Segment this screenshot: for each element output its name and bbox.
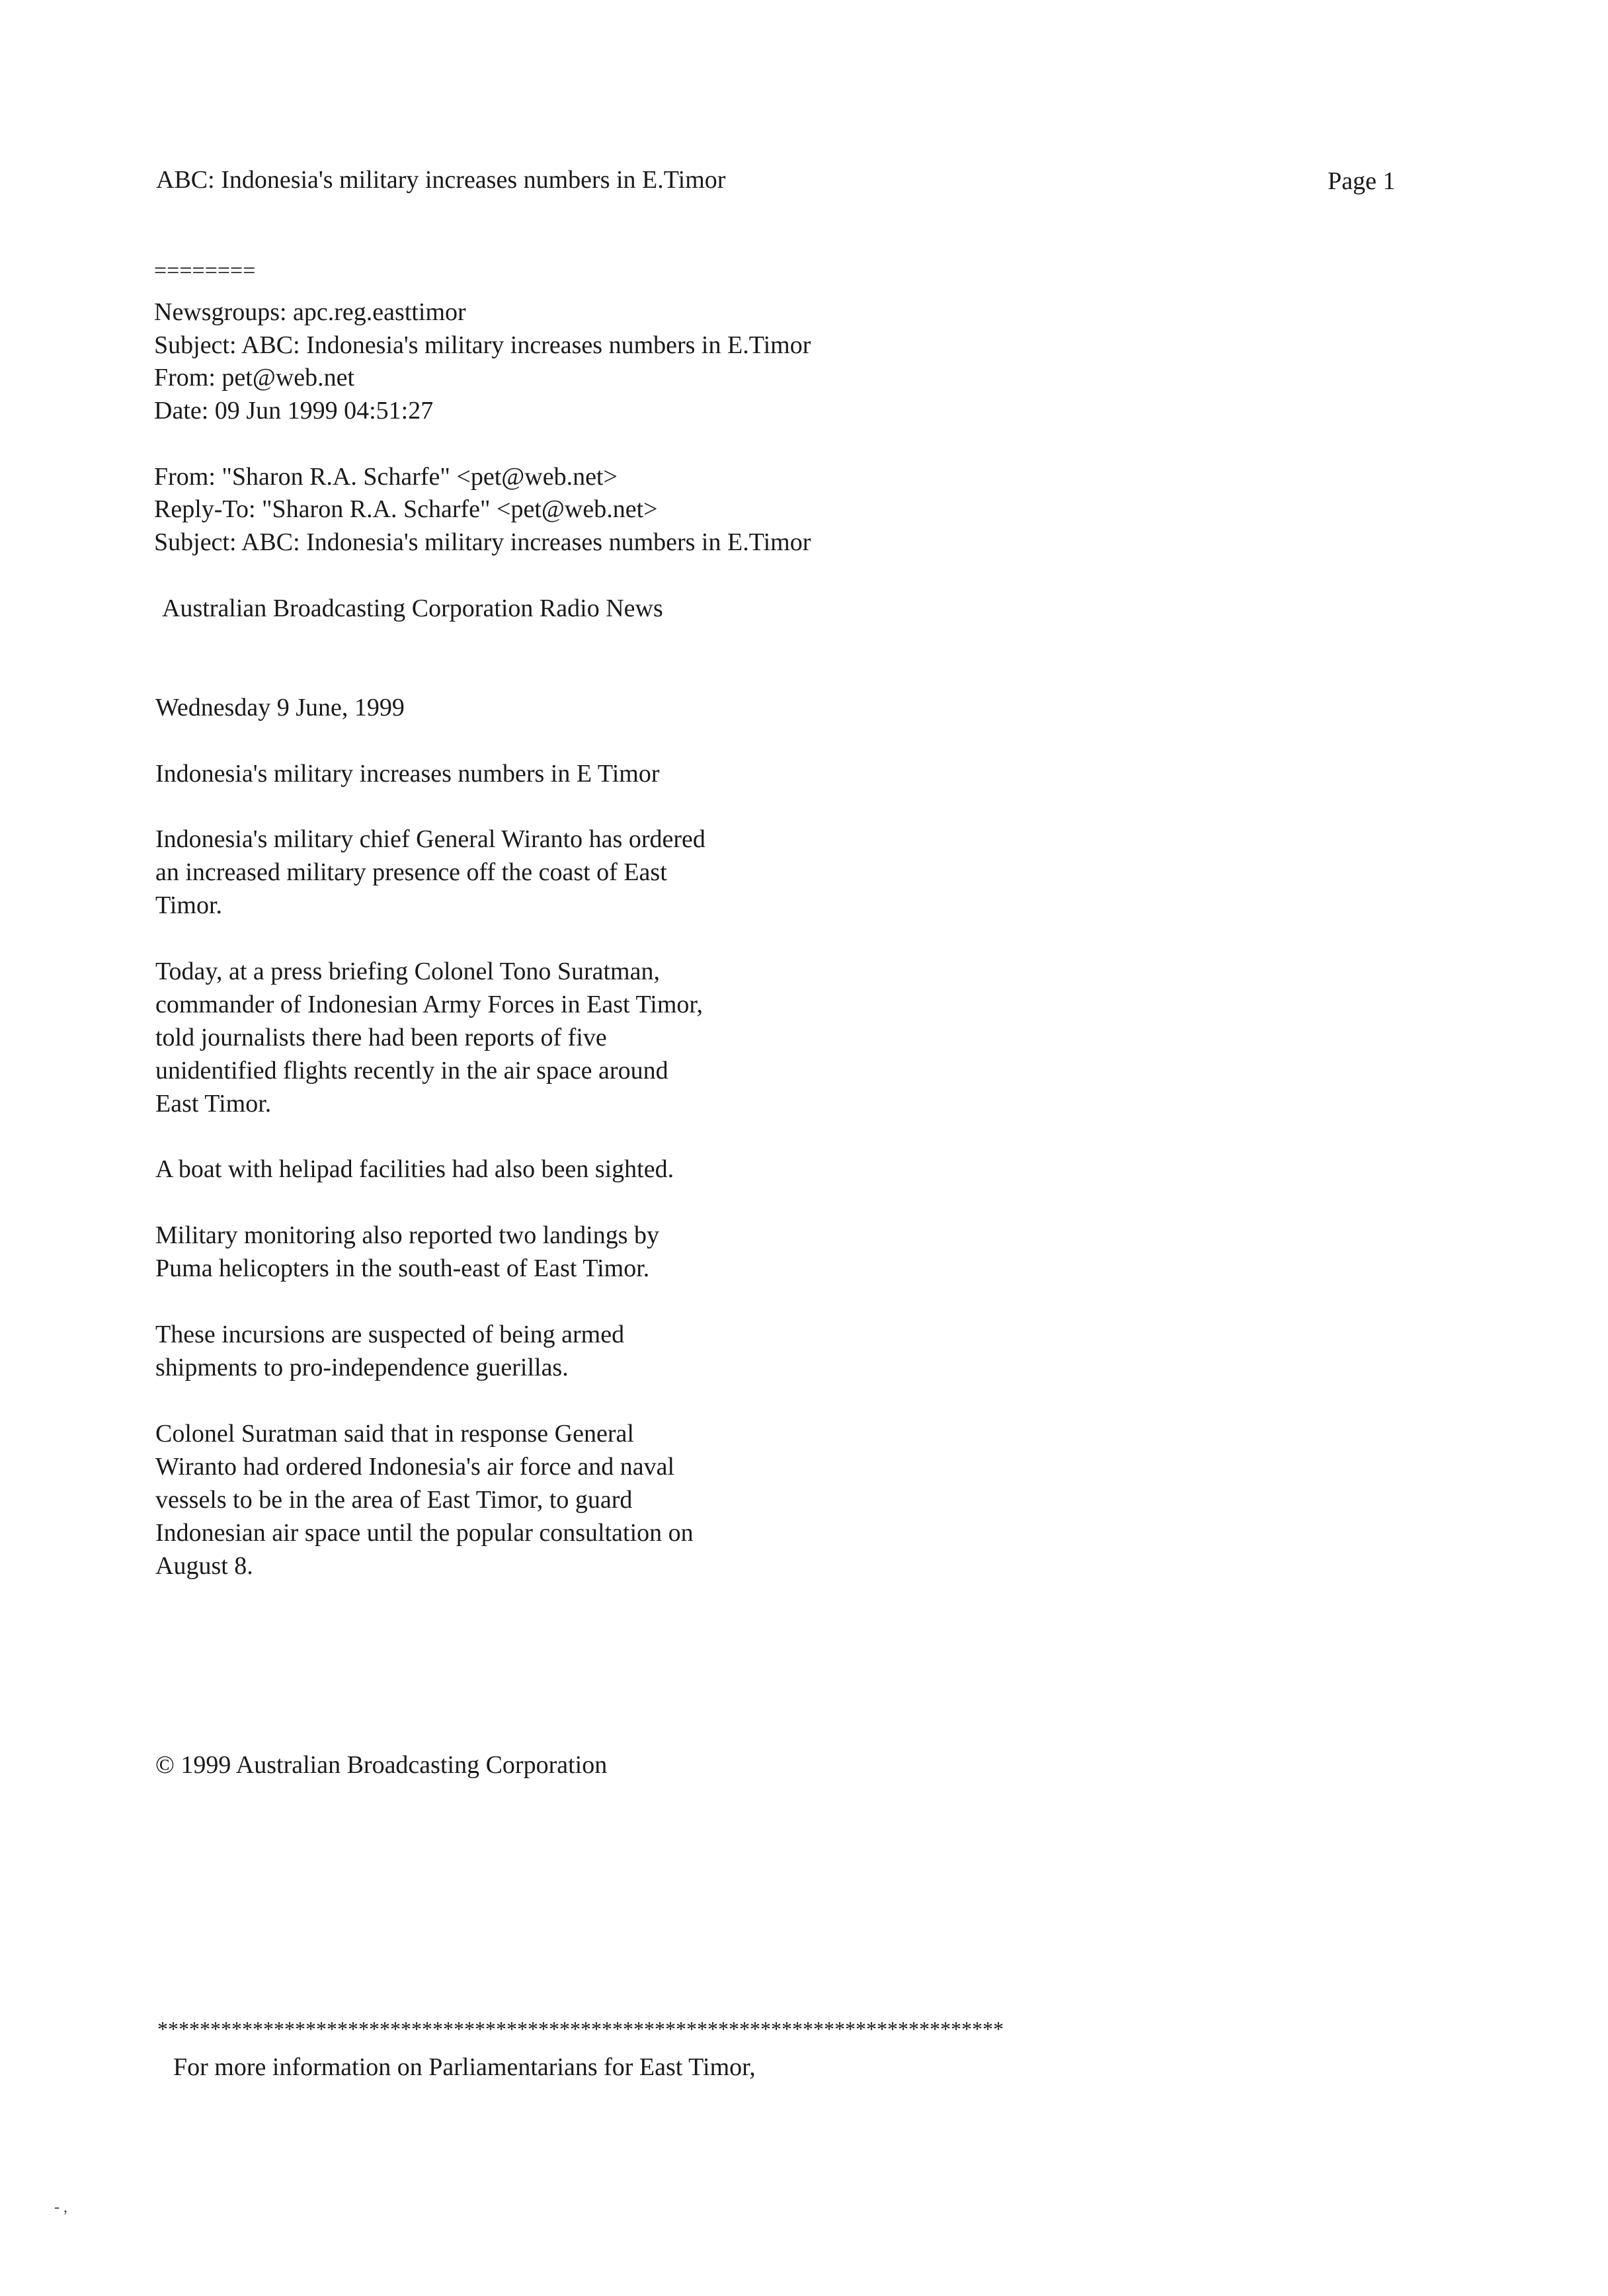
paragraph-line: Colonel Suratman said that in response General xyxy=(155,1420,634,1448)
paragraph-line: Wiranto had ordered Indonesia's air force and naval xyxy=(155,1453,675,1481)
paragraph-line: shipments to pro-independence guerillas. xyxy=(155,1354,569,1381)
footer-asterisk-divider: ******************************************************************************** xyxy=(157,2017,1004,2041)
page-number: Page 1 xyxy=(1328,167,1396,195)
paragraph-line: Military monitoring also reported two landings by xyxy=(155,1221,660,1249)
newsgroups-line: Newsgroups: apc.reg.easttimor xyxy=(154,298,466,326)
footer-more-info: For more information on Parliamentarians for East Timor, xyxy=(173,2053,756,2081)
from-name-line: From: "Sharon R.A. Scharfe" <pet@web.net> xyxy=(154,463,618,491)
article-paragraph-2 xyxy=(155,955,703,1120)
page-header-title: ABC: Indonesia's military increases numbers in E.Timor xyxy=(156,166,726,194)
article-paragraph-4 xyxy=(155,1219,659,1285)
paragraph-line: vessels to be in the area of East Timor, to guard xyxy=(155,1486,633,1514)
subject-line-repeat: Subject: ABC: Indonesia's military increases numbers in E.Timor xyxy=(154,528,811,556)
article-dateline: Wednesday 9 June, 1999 xyxy=(155,694,405,721)
subject-line: Subject: ABC: Indonesia's military increases numbers in E.Timor xyxy=(154,331,811,359)
header-separator: ======== xyxy=(154,259,256,283)
paragraph-line: Timor. xyxy=(155,891,223,919)
paragraph-line: told journalists there had been reports of five xyxy=(155,1024,607,1051)
paragraph-line: Indonesian air space until the popular consultation on xyxy=(155,1519,694,1547)
paragraph-line: A boat with helipad facilities had also been sighted. xyxy=(155,1155,674,1183)
paragraph-line: August 8. xyxy=(155,1552,253,1580)
paragraph-line: Indonesia's military chief General Wiranto has ordered xyxy=(155,825,705,853)
article-paragraph-6 xyxy=(155,1417,694,1582)
article-paragraph-5 xyxy=(155,1318,624,1384)
paragraph-line: an increased military presence off the coast of East xyxy=(155,858,667,886)
paragraph-line: Today, at a press briefing Colonel Tono Suratman, xyxy=(155,958,660,985)
paragraph-line: Puma helicopters in the south-east of East Timor. xyxy=(155,1254,650,1282)
copyright-notice: © 1999 Australian Broadcasting Corporation xyxy=(155,1751,608,1779)
article-paragraph-1 xyxy=(155,823,705,922)
margin-mark: - , xyxy=(54,2199,67,2216)
paragraph-line: commander of Indonesian Army Forces in East Timor, xyxy=(155,991,704,1018)
paragraph-line: East Timor. xyxy=(155,1090,272,1118)
from-line: From: pet@web.net xyxy=(154,364,355,391)
reply-to-line: Reply-To: "Sharon R.A. Scharfe" <pet@web.net> xyxy=(154,495,658,523)
paragraph-line: These incursions are suspected of being armed xyxy=(155,1321,625,1348)
paragraph-line: unidentified flights recently in the air space around xyxy=(155,1057,668,1085)
article-paragraph-3 xyxy=(155,1153,674,1186)
article-source: Australian Broadcasting Corporation Radio News xyxy=(162,594,663,622)
article-headline: Indonesia's military increases numbers in E Timor xyxy=(155,760,660,788)
date-line: Date: 09 Jun 1999 04:51:27 xyxy=(154,397,434,425)
